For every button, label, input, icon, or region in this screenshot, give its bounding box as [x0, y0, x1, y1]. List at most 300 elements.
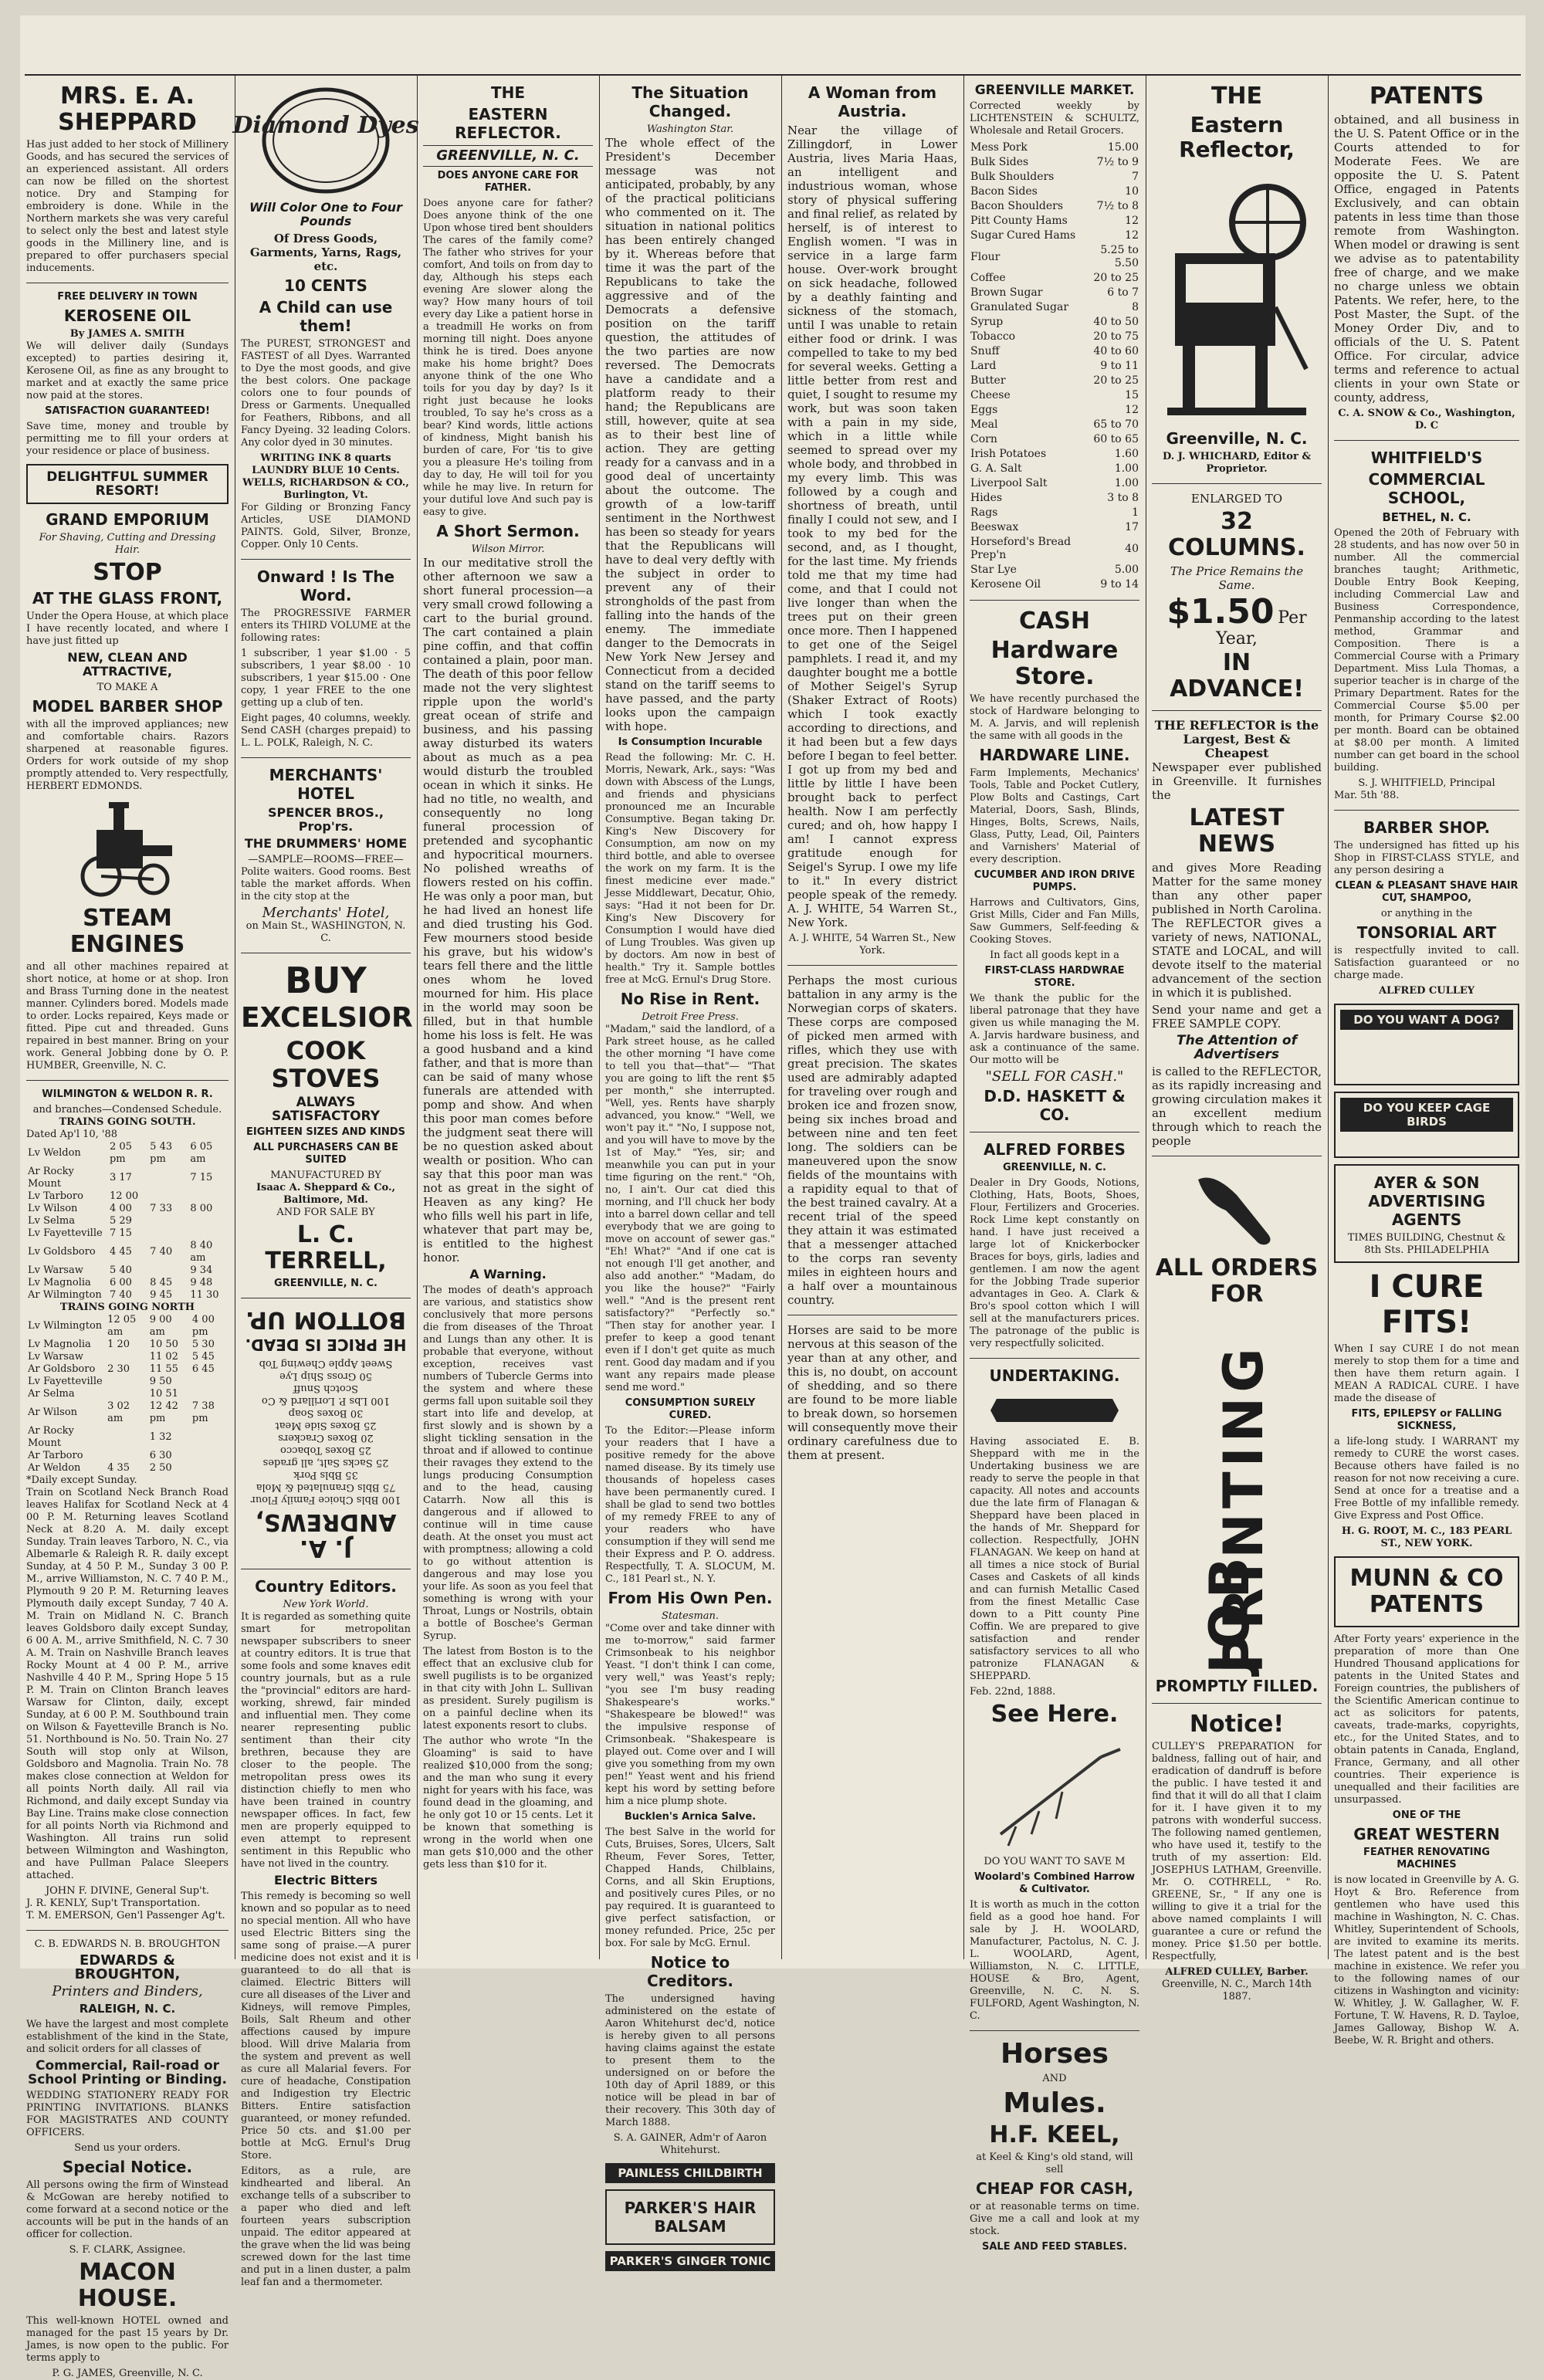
sample-rooms: —SAMPLE—ROOMS—FREE—: [248, 854, 404, 865]
market-row-cell: 7½ to 8: [1096, 200, 1139, 212]
pointing-hand-icon: [1190, 1164, 1283, 1249]
consumption-body: Read the following: Mr. C. H. Morris, Newark, Ark., says: "Was down with Abscess of the Lungs, and friends and physicians pronounced me an Incurable Consumptive. Began taking Dr. King's New Discovery for Consumption, am now on my third bottle, and able to oversee the work on my farm. It is the finest medicine ever made." Jesse Middlewart, Decatur, Ohio, says: "Had it not been for Dr. King's New Discovery for Consumption I would have died of Lung Troubles. Was given up by doctors. Am now in best of health." Try it. Sample bottles free at McG. Ernul's Drug Store.: [605, 752, 775, 986]
column-3: [423, 80, 593, 1956]
rr-north-row-cell: 7 38 pm: [191, 1400, 215, 1424]
diamond-logo-text: Diamond Dyes: [232, 112, 419, 139]
austria-title: A Woman from Austria.: [808, 83, 937, 120]
stop-title: STOP: [93, 559, 162, 586]
rr-south-row-cell: 7 33: [150, 1203, 173, 1214]
patents-body: obtained, and all business in the U. S. Patent Office or in the Courts attended to for Moderate Fees. We are opposite the U. S. Patent Office, engaged in Patents Exclusively, and can obtain patents in less time than those remote from Washington. When model or drawing is sent we advise as to patentability free of charge, and we make no charge unless we obtain Patents. We refer, here, to the Post Master, the Supt. of the Money Order Div, and to officials of the U. S. Patent Office. For circular, advice terms and reference to actual clients in your own State or county, address,: [1334, 113, 1519, 405]
market-row: [970, 155, 1139, 170]
rr-south-row-cell: 7 15: [190, 1172, 213, 1183]
rr-south-row-cell: [148, 1227, 188, 1240]
andrews-item: 30 Boxes Soap: [288, 1407, 364, 1419]
care-poem: Does anyone care for father? Does anyone think of the one Upon whose tired bent shoulders The cares of the family come? The father who strives for your comfort, And toils on from day to day, Although his steps each evening Are slower along the way? How many hours of toil every day Like a patient horse in a treadmill He works on from morning till night. Does anyone think he is tired. Does anyone make his home bright? Does anyone think of the one Who toils for you day by day? Is it right just because he looks troubled, To say he's cross as a bear? Kind words, little actions of kindness, Might banish his burden of care, For 'tis to give you a pleasure He's toiling from day to day, He will toil for you while he may live. In return for your dutiful love And such pay is easy to give.: [423, 198, 593, 518]
creditors-sig: S. A. GAINER, Adm'r of Aaron Whitehurst.: [613, 2132, 767, 2156]
column-rule: [781, 76, 782, 1959]
rr-south-row-cell: 4 00: [109, 1203, 132, 1214]
rr-south-row-cell: Lv Goldsboro: [28, 1246, 96, 1258]
rr-south: TRAINS GOING SOUTH.: [59, 1116, 196, 1128]
kerosene-guarantee: SATISFACTION GUARANTEED!: [45, 405, 210, 417]
rr-south-row: [26, 1215, 229, 1227]
market-row-cell: 65 to 70: [1093, 418, 1139, 431]
save-money: DO YOU WANT TO SAVE M: [984, 1856, 1126, 1867]
rr-north-row: [26, 1376, 229, 1388]
barber-tail: is respectfully invited to call. Satisfaction guaranteed or no charge made.: [1334, 945, 1519, 981]
market-row: [970, 476, 1139, 491]
andrews-item: Sweet Apple Chewing Tob: [259, 1358, 393, 1369]
market-row: [970, 374, 1139, 388]
cheap-cash: CHEAP FOR CASH,: [975, 2179, 1134, 2198]
author-body: The author who wrote "In the Gloaming" is said to have realized $10,000 from the song; and the man who sung it every night for years with his face, was found dead in the gloaming, and he only got 10 or 15 cents. Let it be known that something is wrong in the world when one man gets $10,000 and the other gets less than $10 for it.: [423, 1735, 593, 1870]
market-row-cell: 6 to 7: [1107, 286, 1139, 299]
rr-south-row-cell: 9 48: [190, 1277, 213, 1288]
onward-title: Onward ! Is The Word.: [256, 567, 395, 604]
enlarged: ENLARGED TO: [1190, 492, 1283, 506]
school-body: Opened the 20th of February with 28 students, and has now over 50 in number. All the commercial branches taught; Arithmetic, Double Entry Book Keeping, including Commercial Law and Business Correspondence, Penmanship according to the latest method, Grammar and Composition. There is a Commercial Course with a Primary Department. Miss Lula Thomas, a superior teacher is in charge of the Primary Department. Rates for the Commercial Course $5.00 per month, for Primary Course $2.00 per month. Board can be obtained at $8.00 per month. A limited number can get board in the school building.: [1334, 527, 1519, 774]
diamond-list: Of Dress Goods, Garments, Yarns, Rags, etc.: [249, 232, 402, 273]
parker-ad: [605, 2189, 775, 2245]
pen-body: "Come over and take dinner with me to-morrow," said farmer Crimsonbeak to his neighbor Yeast. "I don't think I can come, very well," was Yeast's reply; "you see I'm busy reading Shakespeare's works." "Shakespeare be blowed!" was the impulsive response of Crimsonbeak. "Shakespeare is played out. Come over and I will give you something from my own pen!" Yeast went and his friend kept his word by setting before him a nice plump shote.: [605, 1623, 775, 1807]
rr-south-row-cell: [188, 1215, 229, 1227]
column-rule: [963, 76, 964, 1959]
rr-north-row-cell: Lv Wilmington: [28, 1320, 103, 1332]
under-date: Feb. 22nd, 1888.: [970, 1686, 1056, 1698]
keel-sub: at Keel & King's old stand, will sell: [976, 2151, 1133, 2175]
barber-title: BARBER SHOP.: [1363, 818, 1491, 837]
market-row: [970, 286, 1139, 300]
rr-north-row-cell: 2 30: [107, 1363, 130, 1375]
market-row-cell: 9 to 14: [1100, 578, 1139, 591]
rr-south-row-cell: 6 05 am: [190, 1141, 213, 1165]
merchants-prop: SPENCER BROS., Prop'rs.: [268, 805, 384, 834]
market-row-cell: Sugar Cured Hams: [970, 229, 1076, 242]
price-line: [1152, 592, 1322, 647]
kerosene-head: FREE DELIVERY IN TOWN: [57, 291, 198, 303]
bitters-body: This remedy is becoming so well known and so popular as to need no special mention. All who have used Electric Bitters sing the same song of praise.—A purer medicine does not exist and it is guaranteed to do all that is claimed. Electric Bitters will cure all diseases of the Liver and Kidneys, will remove Pimples, Boils, Salt Rheum and other affections caused by impure blood. Will drive Malaria from the system and prevent as well as cure all Malarial fevers. For cure of headache, Constipation and Indigestion try Electric Bitters. Entire satisfaction guaranteed, or money refunded. Price 50 cts. and $1.00 per bottle at McG. Ernul's Drug Store.: [241, 1891, 411, 2162]
columns: 32 COLUMNS.: [1168, 508, 1305, 561]
kerosene-tail: Save time, money and trouble by permitting me to fill your orders at your residence or place of business.: [26, 421, 229, 457]
andrews-item: 50 Gross Ship Lye: [279, 1370, 372, 1382]
rr-north-row: [26, 1339, 229, 1351]
market-row: [970, 403, 1139, 418]
rr-south-row-cell: [148, 1190, 188, 1203]
market-row-cell: 17: [1125, 521, 1139, 533]
onward-rates: 1 subscriber, 1 year $1.00 · 5 subscribers, 1 year $8.00 · 10 subscribers, 1 year $15.00 · One copy, 1 year FREE to the one getting up a club of ten.: [241, 648, 411, 709]
undertaking: UNDERTAKING.: [989, 1366, 1120, 1385]
column-5: [787, 80, 957, 1956]
rr-north-row: [26, 1351, 229, 1363]
munn-ad: [1334, 1556, 1519, 1627]
rr-south-row-cell: Lv Selma: [28, 1215, 75, 1227]
rr-south-row-cell: 6 00: [109, 1277, 132, 1288]
divider: [1152, 483, 1322, 484]
masthead-city: GREENVILLE, N. C.: [436, 147, 580, 164]
market-row: [970, 140, 1139, 155]
market-row: [970, 432, 1139, 447]
forbes-body: Dealer in Dry Goods, Notions, Clothing, Hats, Boots, Shoes, Flour, Fertilizers and Groceries. Rock Lime kept constantly on hand. I have just received a large lot of Knickerbocker Braces for boys, girls, ladies and gentlemen. I am now the agent for the Jobbing Trade superior advantages in Geo. A. Clark & Bro's spool cotton which I will sell at the manufacturers prices. The patronage of the public is very respectfully solicited.: [970, 1177, 1139, 1349]
rr-south-row: [26, 1203, 229, 1215]
glass-front: AT THE GLASS FRONT,: [32, 589, 223, 608]
market-row-cell: Eggs: [970, 404, 998, 416]
andrews-item: 75 Bbls Granulated & Mola: [256, 1481, 396, 1493]
hardware-store: Hardware Store.: [990, 637, 1119, 690]
tonsorial: TONSORIAL ART: [1356, 923, 1497, 942]
market-row-cell: Bulk Sides: [970, 156, 1029, 168]
market-row-cell: Bacon Shoulders: [970, 200, 1064, 212]
rr-north-row-cell: 12 42 pm: [149, 1400, 178, 1424]
sermon-body: In our meditative stroll the other afternoon we saw a short funeral procession—a very small crowd following a cart to the burial ground. The cart contained a plain pine coffin, and that coffin contained a plain, poor man. The death of this poor fellow made not the very slightest ripple upon the world's great ocean of strife and business, and his passing away disturbed its waters about as much as a pea would disturb the troubled ocean in which it sinks. He had no title, no wealth, and consequently no long funeral procession of pretended and sycophantic and hypocritical mourners. No polished wreaths of flowers rested on his coffin. He was only a poor man, but he had lived an honest life and died trusting his God. Few mourners stood beside his grave, but his widow's tears fell there and the little ones whom he loved mourned for him. His place in the world may soon be filled, but in that humble home his loss is felt. He was a good husband and a kind father, and that is more than can be said of many whose funerals are attended with pomp and show. And when this poor man comes before the judgment seat there will be no question asked about wealth or position. Who can say that this poor man was not as great in the sight of Heaven as any king? He who fills well his part in life, whatever that part may be, is entitled to the highest honor.: [423, 556, 593, 1264]
kerosene-body: We will deliver daily (Sundays excepted) to parties desiring it, Kerosene Oil, as fine as any brought to market and at exactly the same price now paid at the stores.: [26, 340, 229, 401]
rr-south-row: [26, 1227, 229, 1240]
rr-north-row-cell: 1 20: [107, 1339, 130, 1350]
under-body: Having associated E. B. Sheppard with me in the Undertaking business we are ready to serve the people in that capacity. All notes and accounts due the late firm of Flanagan & Sheppard have been placed in the hands of Mr. Sheppard for collection. Respectfully, JOHN FLANAGAN. We keep on hand at all times a nice stock of Burial Cases and Caskets of all kinds and can furnish Metallic Cased from the finest Metallic Case down to a Pitt county Pine Coffin. We are prepared to give satisfaction and render satisfactory services to all who patronize FLANAGAN & SHEPPARD.: [970, 1436, 1139, 1682]
rr-south-row-cell: [188, 1227, 229, 1240]
market-title: GREENVILLE MARKET.: [974, 83, 1135, 98]
hw-first: FIRST-CLASS HARDWRAE STORE.: [984, 965, 1125, 989]
hw-more: Harrows and Cultivators, Gins, Grist Mills, Cider and Fan Mills, Saw Gummers, Self-feeding & Cooking Stoves.: [970, 897, 1139, 946]
rr-north-row-cell: 10 51: [149, 1388, 178, 1400]
eb-send: Send us your orders.: [74, 2142, 181, 2154]
buy: BUY: [285, 960, 367, 1001]
editors-body: Editors, as a rule, are kindhearted and liberal. An exchange tells of a subscriber to a paper who died and left fourteen years subscription unpaid. The editor appeared at the grave when the lid was being screwed down for the last time and put in a linen duster, a palm leaf fan and a thermometer.: [241, 2165, 411, 2288]
sell-cash: "SELL FOR CASH.": [985, 1068, 1124, 1085]
rr-north-row: [26, 1363, 229, 1376]
market-row-cell: Hides: [970, 492, 1003, 504]
market-row-cell: 20 to 25: [1093, 374, 1139, 387]
rr-north-row-cell: [191, 1462, 229, 1474]
market-row-cell: Mess Pork: [970, 141, 1028, 154]
divider: [1334, 440, 1519, 441]
rr-dated: Dated Ap'l 10, '88: [26, 1129, 118, 1140]
ayer-sub: TIMES BUILDING, Chestnut & 8th Sts. PHILADELPHIA: [1347, 1232, 1506, 1256]
rr-south-row: [26, 1141, 229, 1166]
feather-body: is now located in Greenville by A. G. Hoyt & Bro. Reference from gentlemen who have used this machine in Washington, N. C. Chas. Whitley, Superintendent of Schools, are invited to examine its merits. The latest patent and is the best machine in existence. We refer you to the following names of our citizens in Washington and vicinity: W. Whitley, J. W. Gallagher, W. F. Fortune, T. W. Havens, R. D. Tayloe, James Galloway, Bishop W. A. Beebe, W. R. Bright and others.: [1334, 1874, 1519, 2047]
divider: [1334, 810, 1519, 811]
divider: [1152, 710, 1322, 711]
rr-south-row-cell: 5 43 pm: [150, 1141, 173, 1165]
market-row: [970, 359, 1139, 374]
market-row: [970, 185, 1139, 199]
resort-box: [26, 464, 229, 504]
market-row-cell: 1: [1132, 506, 1139, 519]
divider: [970, 600, 1139, 601]
rr-south-row-cell: 12 00: [109, 1190, 139, 1202]
horses: Horses: [1001, 2038, 1109, 2070]
eb-body: We have the largest and most complete establishment of the kind in the State, and solicit orders for all classes of: [26, 2019, 229, 2055]
barber-or: or anything in the: [1380, 908, 1473, 919]
andrews-item: 35 Bbls Pork: [293, 1469, 358, 1481]
divider: [1152, 1703, 1322, 1704]
terrell-city: GREENVILLE, N. C.: [274, 1278, 378, 1289]
hw-line: HARDWARE LINE.: [979, 746, 1130, 764]
barber-big: CLEAN & PLEASANT SHAVE HAIR CUT, SHAMPOO,: [1335, 880, 1519, 904]
column-rule: [1328, 76, 1329, 1959]
column-2: [232, 80, 419, 2288]
dog-title: DO YOU WANT A DOG?: [1340, 1010, 1513, 1030]
advance: IN ADVANCE!: [1170, 649, 1304, 702]
sheppard-body: Has just added to her stock of Millinery Goods, and has secured the services of an experienced assistant. All orders can now be filled on the shortest notice. Dry and Stamping for embroidery is done. While in the Northern markets she was very careful to select only the best and latest style goods in the Millinery line, and is prepared to offer purchasers special inducements.: [26, 139, 229, 274]
rr-north-row-cell: [106, 1351, 148, 1363]
diamond-paints: For Gilding or Bronzing Fancy Articles, USE DIAMOND PAINTS. Gold, Silver, Bronze, Copper. Only 10 Cents.: [241, 502, 411, 550]
latest-news: LATEST NEWS: [1189, 804, 1285, 858]
rr-south-row: [26, 1240, 229, 1264]
andrews-item: 100 Lbs P. Lorillard & Co: [261, 1395, 391, 1407]
pen-title: From His Own Pen.: [608, 1589, 773, 1607]
excelsior: EXCELSIOR: [241, 1002, 413, 1034]
market-row-cell: Rags: [970, 506, 998, 519]
masthead-the: THE: [490, 83, 526, 102]
market-row-cell: 12: [1125, 215, 1139, 227]
glass-body: Under the Opera House, at which place I have recently located, and where I have just fitted up: [26, 611, 229, 647]
rr-south-row: [26, 1190, 229, 1203]
rr-south-row-cell: [148, 1264, 188, 1277]
rr-title: WILMINGTON & WELDON R. R.: [42, 1088, 213, 1100]
notice-sig: S. F. CLARK, Assignee.: [69, 2244, 186, 2256]
market-row-cell: Irish Potatoes: [970, 448, 1047, 460]
diamond-ink: WRITING INK 8 quarts LAUNDRY BLUE 10 Cents.: [252, 452, 400, 476]
divider: [241, 757, 411, 758]
changed-title: The Situation Changed.: [631, 83, 749, 120]
market-row-cell: 40 to 60: [1093, 345, 1139, 357]
rr-north-row-cell: 6 30: [149, 1450, 172, 1461]
terrell: L. C. TERRELL,: [265, 1221, 387, 1275]
rr-north: TRAINS GOING NORTH: [59, 1302, 195, 1313]
rr-north-row-cell: 1 32: [149, 1431, 172, 1443]
rr-south-row-cell: 8 00: [190, 1203, 213, 1214]
rr-north-row: [26, 1462, 229, 1474]
onward-body: The PROGRESSIVE FARMER enters its THIRD VOLUME at the following rates:: [241, 608, 411, 644]
rr-north-row-cell: 3 02 am: [107, 1400, 130, 1424]
market-row: [970, 300, 1139, 315]
mules: Mules.: [1003, 2087, 1106, 2119]
market-row-cell: Star Lye: [970, 564, 1017, 576]
macon-body: This well-known HOTEL owned and managed for the past 15 years by Dr. James, is now open to the public. For terms apply to: [26, 2315, 229, 2364]
rr-gs: JOHN F. DIVINE, General Sup't.: [45, 1885, 210, 1897]
market-row: [970, 271, 1139, 286]
merchants-title: MERCHANTS' HOTEL: [269, 766, 383, 803]
masthead-name: EASTERN REFLECTOR.: [455, 105, 561, 142]
rr-north-row: [26, 1400, 229, 1425]
rr-north-row-cell: [106, 1450, 148, 1462]
rr-north-row-cell: [106, 1388, 148, 1400]
hw-fact: In fact all goods kept in a: [990, 950, 1119, 961]
rr-south-row-cell: 5 40: [109, 1264, 132, 1276]
macon-title: MACON HOUSE.: [77, 2259, 178, 2312]
andrews-item: 25 Boxes Side Meat: [275, 1420, 377, 1431]
sheppard-title: MRS. E. A. SHEPPARD: [58, 83, 197, 136]
printing-press-illustration: [1160, 168, 1314, 423]
horses-body: Horses are said to be more nervous at this season of the year than at any other, and this is, no doubt, on account of shedding, and so there are found to be more liable to break down, so horsemen will consequently move their ordinary carefulness due to them at present.: [787, 1323, 957, 1462]
divider: [970, 1358, 1139, 1359]
market-row-cell: Granulated Sugar: [970, 301, 1069, 313]
eb-sub: Printers and Binders,: [52, 1983, 203, 1999]
market-row: [970, 344, 1139, 359]
market-row-cell: 40: [1125, 542, 1139, 555]
steam-title: STEAM ENGINES: [69, 905, 185, 958]
reflector-name: Eastern Reflector,: [1179, 112, 1295, 162]
steam-body: and all other machines repaired at short notice, at home or at shop. Iron and Brass Turning done in the neatest manner. Cylinders bored. Models made to order. Locks repaired, Keys made or fitted. Pipe cut and threaded. Guns repaired in best manner. Bring on your work. General Jobbing done by O. P. HUMBER, Greenville, N. C.: [26, 961, 229, 1072]
merchants-body: Polite waiters. Good rooms. Best table the market affords. When in the city stop at the: [241, 866, 411, 902]
drummers: THE DRUMMERS' HOME: [244, 836, 408, 851]
rr-north-row-cell: 11 55: [149, 1363, 178, 1375]
rent-title: No Rise in Rent.: [620, 990, 760, 1008]
market-row: [970, 388, 1139, 403]
divider: [26, 1930, 229, 1931]
rr-south-row-cell: 9 34: [190, 1264, 213, 1276]
munn-title: MUNN & CO PATENTS: [1349, 1565, 1504, 1618]
changed-body: The whole effect of the President's December message was not anticipated, probably, by any of the practical politicians who commented on it. The situation in national politics has been entirely changed by it. Whereas before that time it was the part of the Republicans to take the aggressive and of the Democrats a defensive position on the tariff question, the attitudes of the two parties are now reversed. The Democrats have a candidate and a platform ready to their hand; the Republicans are still, however, quite at sea as to their best line of action. They are getting ready for a canvass and in a good deal of uncertainty about the outcome. The growth of a low-tariff sentiment in the Northwest has been so steady for years that the Republicans will have to deal very deftly with the subject in order to prevent any of their strongholds of the past from falling into the hands of the enemy. The immediate danger to the Democrats in New York New Jersey and Connecticut from a decided stand on the tariff seems to have passed, and the party looks upon the campaign with hope.: [605, 136, 775, 733]
keel-terms: or at reasonable terms on time. Give me a call and look at my stock.: [970, 2201, 1139, 2237]
market-row-cell: Bulk Shoulders: [970, 171, 1055, 183]
bethel: BETHEL, N. C.: [1382, 510, 1471, 524]
market-row-cell: Beeswax: [970, 521, 1019, 533]
great-western: GREAT WESTERN: [1353, 1825, 1500, 1843]
rent-body: "Madam," said the landlord, of a Park street house, as he called the other morning "I have come to tell you that—that"— "That you are going to lift the rent $5 per month," she interrupted. "Well, yes. Rents have sharply advanced, you know." "Well, we won't pay it." "No, I suppose not, and you will have to move by the 1st of May." "Yes, sir; and meanwhile you can put in your time figuring on the rent." "Oh, no, I ain't. Our cat died this morning, and I'll chuck her body into a barrel down cellar and tell everybody that we are going to move on account of sewer gas." "Eh! What?" "And if one cat is not enough I'll get another, and also add another." "Madam, do you like the house?" "Fairly well." "And is the present rent satisfactory?" "Perfectly so." "Then stay for another year. I prefer to keep a good tenant even if I don't get quite as much rent. Good day madam and if you want any repairs made please send me word.": [605, 1024, 775, 1393]
rr-north-row-cell: [191, 1376, 229, 1388]
rr-north-row-cell: [191, 1425, 229, 1450]
painless-banner: PAINLESS CHILDBIRTH: [605, 2163, 775, 2183]
norway-body: Perhaps the most curious battalion in any army is the Norwegian corps of skaters. These corps are composed of picked men armed with rifles, which they use with great precision. The skates used are admirably adapted for traveling over rough and broken ice and frozen snow, being six inches broad and between nine and ten feet long. The soldiers can be maneuvered upon the snow fields of the mountains with a rapidity equal to that of the best trained cavalry. At a recent trial of the speed they attain it was estimated that a messenger attached to the corps ran seventy miles in eighteen hours and a half over a mountainous country.: [787, 973, 957, 1307]
rr-body: Train on Scotland Neck Branch Road leaves Halifax for Scotland Neck at 4 00 P. M. Returning leaves Scotland Neck at 8.20 A. M. daily except Sunday. Train leaves Tarboro, N. C., via Albemarle & Raleigh R. R. daily except Sunday, at 4 50 P. M., Sunday 3 00 P. M., arrive Williamston, N. C. 7 40 P. M., Plymouth 9 20 P. M. Returning leaves Plymouth daily except Sunday, 7 40 A. M. Train on Midland N. C. Branch leaves Goldsboro daily except Sunday, 6 00 A. M., arrive Smithfield, N. C. 7 30 A. M. Train on Nashville Branch leaves Rocky Mount at 4 00 P. M., arrive Nashville 4 40 P. M., Spring Hope 5 15 P. M. Train on Clinton Branch leaves Warsaw for Clinton, daily, except Sunday, at 6 00 P. M. Southbound train on Wilson & Fayetteville Branch is No. 51. Northbound is No. 50. Train No. 27 South will stop only at Wilson, Goldsboro and Magnolia. Train No. 78 makes close connection at Weldon for all points North daily. All rail via Richmond, and daily except Sunday via Bay Line. Trains make close connection for all points North via Richmond and Washington. All trains run solid between Wilmington and Washington, and have Pullman Palace Sleepers attached.: [26, 1487, 229, 1881]
diamond-wells: WELLS, RICHARDSON & CO., Burlington, Vt.: [242, 477, 409, 501]
manufactured: MANUFACTURED BY: [270, 1170, 381, 1181]
column-rule: [417, 76, 418, 1959]
rr-north-row-cell: 9 50: [149, 1376, 172, 1387]
market-row-cell: 20 to 25: [1093, 272, 1139, 284]
rr-north-row-cell: 5 45: [191, 1351, 215, 1363]
barber-culley: ALFRED CULLEY: [1378, 985, 1475, 997]
and: AND: [1042, 2073, 1067, 2084]
all-purchasers: ALL PURCHASERS CAN BE SUITED: [253, 1142, 398, 1166]
rr-north-row-cell: 4 35: [107, 1462, 130, 1474]
sale-feed: SALE AND FEED STABLES.: [982, 2241, 1127, 2253]
market-row-cell: Corn: [970, 433, 997, 445]
market-row: [970, 214, 1139, 229]
creditors-title: Notice to Creditors.: [647, 1953, 733, 1990]
hw-body: We have recently purchased the stock of Hardware belonging to M. A. Jarvis, and will replenish the same with all goods in the: [970, 693, 1139, 742]
market-row-cell: 7½ to 9: [1096, 156, 1139, 168]
rr-south-row-cell: Lv Weldon: [28, 1147, 81, 1159]
see-here: See Here.: [990, 1701, 1119, 1728]
fits-epi: FITS, EPILEPSY or FALLING SICKNESS,: [1351, 1408, 1502, 1432]
parker-hair: PARKER'S HAIR BALSAM: [624, 2199, 757, 2236]
birds-ad: [1334, 1092, 1519, 1158]
munn-body: After Forty years' experience in the preparation of more than One Hundred Thousand applications for patents in the United States and Foreign countries, the publishers of the Scientific American continue to act as solicitors for patents, caveats, trade-marks, copyrights, etc., for the United States, and to obtain patents in Canada, England, France, Germany, and all other countries. Their experience is unequalled and their facilities are unsurpassed.: [1334, 1633, 1519, 1806]
rr-north-row-cell: [191, 1388, 229, 1400]
eb-names: C. B. EDWARDS N. B. BROUGHTON: [34, 1938, 221, 1950]
diamond-price: 10 CENTS: [284, 276, 367, 295]
free-copy: Send your name and get a FREE SAMPLE COPY.: [1152, 1003, 1322, 1031]
top-rule: [25, 74, 1521, 76]
price-same: The Price Remains the Same.: [1170, 564, 1304, 592]
cook-stoves: COOK STOVES: [271, 1036, 381, 1093]
rr-north-row-cell: Ar Goldsboro: [28, 1363, 96, 1375]
rr-north-row-cell: [106, 1425, 148, 1450]
diamond-child: A Child can use them!: [259, 298, 393, 335]
column-rule: [599, 76, 600, 1959]
market-row-cell: 7: [1132, 171, 1139, 183]
country-body: It is regarded as something quite smart for metropolitan newspaper subscribers to sneer at country editors. It is true that some fools and some knaves edit country journals, but as a rule the "provincial" editors are hard-working, shrewd, fair minded and influential men. They come nearer representing public sentiment than their city brethren, because they are closer to the people. The metropolitan press owes its distinction chiefly to men who have been trained in country newspaper offices. In fact, few men are properly equipped to even attempt to represent sentiment in this Republic who have not lived in the country.: [241, 1611, 411, 1870]
barber-body: with all the improved appliances; new and comfortable chairs. Razors sharpened at reasonable figures. Orders for work outside of my shop promptly attended to. Very respectfully, HERBERT EDMONDS.: [26, 719, 229, 792]
arnica-title: Bucklen's Arnica Salve.: [624, 1811, 757, 1823]
hw-list: Farm Implements, Mechanics' Tools, Table and Pocket Cutlery, Plow Bolts and Castings, Cart Material, Doors, Sash, Blinds, Hinges, Bolts, Screws, Nails, Glass, Putty, Lead, Oil, Painters and Varnishers' Material of every description.: [970, 767, 1139, 865]
market-row-cell: Meal: [970, 418, 998, 431]
andrews-title: J. A. ANDREWS,: [255, 1508, 397, 1562]
bottom-sub: HE PRICE IS DEAD.: [245, 1336, 407, 1354]
feather: FEATHER RENOVATING MACHINES: [1363, 1847, 1490, 1870]
market-row-cell: 40 to 50: [1093, 316, 1139, 328]
market-row-cell: Flour: [970, 250, 1001, 263]
job-printing: JOB PRINTING: [1198, 1343, 1275, 1674]
rr-kenly: J. R. KENLY, Sup't Transportation.: [26, 1898, 201, 1909]
school-date: Mar. 5th '88.: [1334, 790, 1400, 801]
market-table: [970, 140, 1139, 592]
rr-north-row-cell: [106, 1376, 148, 1388]
market-row-cell: Lard: [970, 360, 997, 372]
andrews-item: 100 Bbls Choice Family Flour: [250, 1494, 401, 1505]
rr-north-row: [26, 1314, 229, 1339]
rr-south-row-cell: 3 17: [109, 1172, 132, 1183]
reflector-city: Greenville, N. C.: [1166, 429, 1308, 448]
rr-north-row-cell: [191, 1450, 229, 1462]
market-row-cell: 3 to 8: [1107, 492, 1139, 504]
market-row-cell: 12: [1125, 404, 1139, 416]
eb-wedding: WEDDING STATIONERY READY FOR PRINTING INVITATIONS. BLANKS FOR MAGISTRATES AND COUNTY OFFICERS.: [26, 2090, 229, 2138]
market-row-cell: Cheese: [970, 389, 1011, 401]
forbes: ALFRED FORBES: [984, 1140, 1126, 1159]
changed-src: Washington Star.: [646, 124, 734, 135]
dog-ad: [1334, 1004, 1519, 1085]
market-row-cell: 9 to 11: [1100, 360, 1139, 372]
divider: [787, 965, 957, 966]
divider: [241, 559, 411, 560]
steam-engine-illustration: [73, 799, 181, 899]
column-8: [1334, 80, 1519, 2047]
market-row: [970, 199, 1139, 214]
market-row: [970, 447, 1139, 462]
rr-north-row-cell: 11 02: [149, 1351, 178, 1363]
rr-south-row-cell: 7 40: [150, 1246, 173, 1258]
hw-pumps: CUCUMBER AND IRON DRIVE PUMPS.: [973, 869, 1136, 893]
rr-north-row: [26, 1388, 229, 1400]
rr-north-table: [26, 1314, 229, 1474]
rr-south-row-cell: 11 30: [190, 1289, 219, 1301]
rr-south-row-cell: 4 45: [109, 1246, 132, 1258]
rr-south-row-cell: Lv Warsaw: [28, 1264, 83, 1276]
rr-south-row-cell: Lv Fayetteville: [28, 1227, 103, 1239]
market-row: [970, 243, 1139, 271]
diamond-body: The PUREST, STRONGEST and FASTEST of all Dyes. Warranted to Dye the most goods, and give the best colors. One package colors one to four pounds of Dress or Garments. Unequalled for Feathers, Ribbons, and all Fancy Dyeing. 32 leading Colors. Any color dyed in 30 minutes.: [241, 338, 411, 449]
market-row: [970, 418, 1139, 432]
snow: C. A. SNOW & Co., Washington, D. C: [1338, 408, 1515, 432]
rr-north-row-cell: Ar Rocky Mount: [28, 1425, 74, 1449]
rr-south-row: [26, 1264, 229, 1277]
market-row-cell: Butter: [970, 374, 1006, 387]
bitters-title: Electric Bitters: [273, 1873, 378, 1887]
emporium-title: GRAND EMPORIUM: [46, 510, 209, 529]
whitfield: WHITFIELD'S: [1370, 449, 1483, 467]
ayer-ad: [1334, 1164, 1519, 1263]
column-4: [605, 80, 775, 2268]
austria-body: Near the village of Zillingdorf, in Lower Austria, lives Maria Haas, an intelligent and industrious woman, whose story of physical suffering and final relief, as related by herself, is of interest to English women. "I was in service in a large farm house. Over-work brought on sick headache, followed by a deathly fainting and sickness of the stomach, until I was unable to retain either food or drink. I was compelled to take to my bed for several weeks. Getting a little better from rest and quiet, I sought to resume my work, but was soon taken with a pain in my side, which in a little while seemed to spread over my whole body, and throbbed in my every limb. This was followed by a cough and shortness of breath, until finally I could not sew, and I took to my bed for the second, and, as I thought, for the last time. My friends told me that my time had come, and that I could not live longer than when the trees put on their green once more. Then I happened to get one of the Seigel pamphlets. I read it, and my daughter bought me a bottle of Mother Seigel's Syrup (Shaker Extract of Roots) which I took exactly according to directions, and it had been but a few days before I began to feel better. I got up from my bed and little by little I have been brought back to perfect health. Now I am perfectly cured; and oh, how happy I am! I cannot express gratitude enough for Seigel's Syrup. I owe my life to it." In every district people speak of the remedy. A. J. WHITE, 54 Warren St., New York.: [787, 124, 957, 929]
divider: [423, 166, 593, 167]
fits-tail: a life-long study. I WARRANT my remedy to CURE the worst cases. Because others have failed is no reason for not now receiving a cure. Send at once for a treatise and a Free Bottle of my infallible remedy. Give Express and Post Office.: [1334, 1436, 1519, 1522]
latest-body: and gives More Reading Matter for the same money than any other paper published in North Carolina. The REFLECTOR gives a variety of news, NATIONAL, STATE and LOCAL, and will devote itself to the material advancement of the section in which it is published.: [1152, 861, 1322, 1000]
rr-south-row-cell: 7 15: [109, 1227, 132, 1239]
harrow-illustration: [985, 1734, 1124, 1850]
market-row-cell: 10: [1125, 185, 1139, 198]
